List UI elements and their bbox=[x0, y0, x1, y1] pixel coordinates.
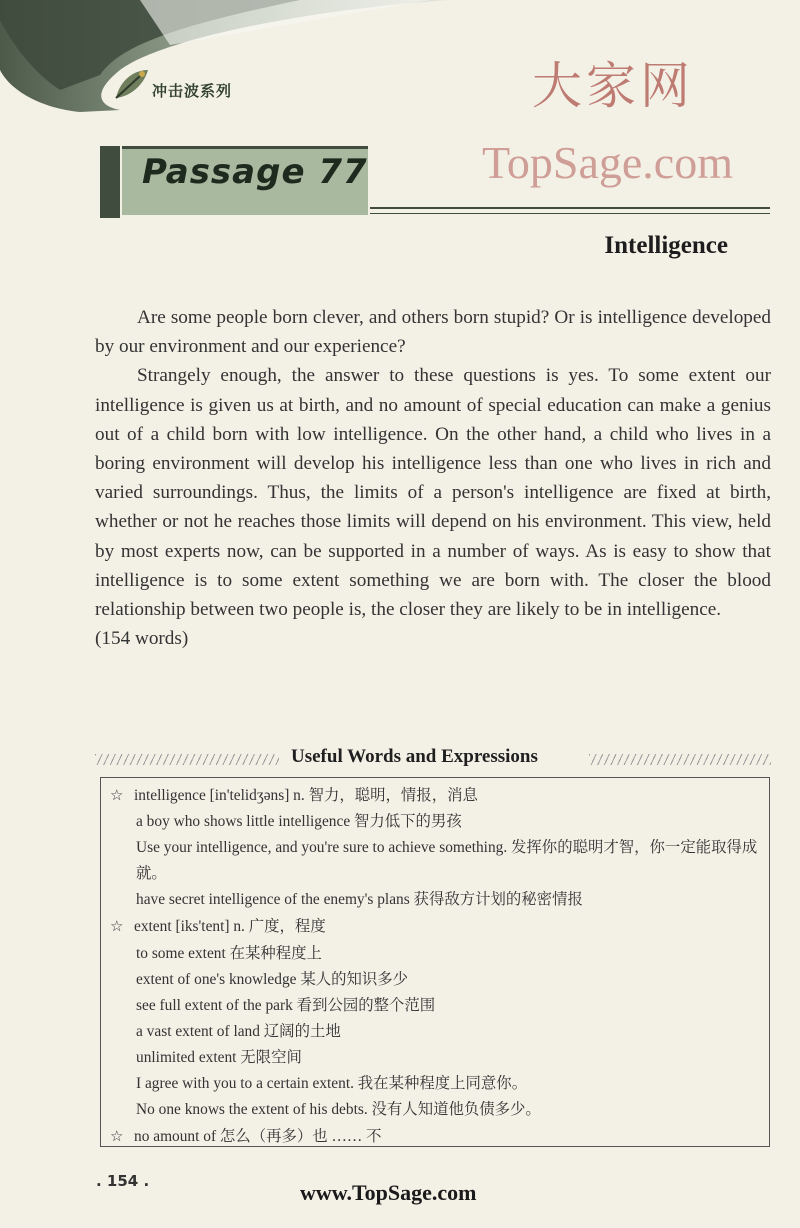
passage-number: Passage 77 bbox=[142, 152, 368, 192]
passage-paragraph: Are some people born clever, and others born stupid? Or is intelligence developed by our environment and our experience? bbox=[95, 307, 771, 358]
passage-title: Intelligence bbox=[604, 232, 728, 259]
vocab-headword: extent [iks'tent] n. 广度，程度 bbox=[134, 918, 326, 936]
star-icon: ☆ bbox=[110, 1127, 124, 1146]
title-rule-thin bbox=[370, 213, 770, 214]
star-icon: ☆ bbox=[110, 786, 124, 804]
vocab-entry bbox=[110, 913, 766, 940]
vocab-example: Use your intelligence, and you're sure to achieve something. 发挥你的聪明才智，你一定能取得成就。 bbox=[136, 839, 758, 883]
vocab-example: have secret intelligence of the enemy's plans 获得敌方计划的秘密情报 bbox=[136, 891, 583, 909]
vocab-section-title: Useful Words and Expressions bbox=[291, 746, 538, 767]
vocab-list bbox=[110, 782, 766, 1150]
vocab-headword: intelligence [in'telidʒəns] n. 智力，聪明，情报，消息 bbox=[134, 787, 478, 804]
footer-url: www.TopSage.com bbox=[300, 1180, 477, 1205]
vocab-entry bbox=[110, 782, 766, 809]
vocab-example: see full extent of the park 看到公园的整个范围 bbox=[136, 996, 436, 1014]
vocab-example: to some extent 在某种程度上 bbox=[136, 944, 322, 962]
watermark-chinese: 大家网 bbox=[532, 57, 694, 115]
vocab-example: I agree with you to a certain extent. 我在某种程度上同意你。 bbox=[136, 1075, 528, 1093]
vocab-entry bbox=[110, 1123, 766, 1150]
passage-body bbox=[95, 303, 771, 653]
vocab-example: a boy who shows little intelligence 智力低下的男孩 bbox=[136, 813, 462, 831]
vocab-example: extent of one's knowledge 某人的知识多少 bbox=[136, 970, 409, 988]
watermark-english: TopSage.com bbox=[482, 137, 734, 188]
vocab-section-header bbox=[95, 746, 771, 772]
leaf-icon bbox=[112, 66, 152, 102]
vocab-headword: no amount of 怎么（再多）也 …… 不 bbox=[134, 1128, 382, 1146]
title-rule bbox=[370, 207, 770, 209]
word-count: (154 words) bbox=[95, 628, 189, 650]
star-icon: ☆ bbox=[110, 917, 124, 936]
page-number: . 154 . bbox=[96, 1172, 150, 1190]
vocab-example: No one knows the extent of his debts. 没有人知道他负债多少。 bbox=[136, 1101, 541, 1119]
vocab-example: unlimited extent 无限空间 bbox=[136, 1048, 302, 1066]
hatch-divider-left bbox=[95, 754, 279, 765]
badge-side-bar bbox=[100, 146, 120, 218]
series-label: 冲击波系列 bbox=[152, 82, 233, 100]
hatch-divider-right bbox=[589, 754, 771, 765]
passage-paragraph: Strangely enough, the answer to these questions is yes. To some extent our intelligence is given us at birth, and no amount of special education can make a genius out of a child born with low intelligence. On the other hand, a child who lives in a boring environment will develop his intelligence less than one who lives in rich and varied surroundings. Thus, the limits of a person's intelligence are fixed at birth, whether or not he reaches those limits will depend on his environment. This view, held by most experts now, can be supported in a number of ways. As is easy to show that intelligence is to some extent something we are born with. The closer the blood relationship between two people is, the closer they are likely to be in intelligence. bbox=[95, 365, 771, 621]
vocab-example: a vast extent of land 辽阔的土地 bbox=[136, 1022, 341, 1040]
